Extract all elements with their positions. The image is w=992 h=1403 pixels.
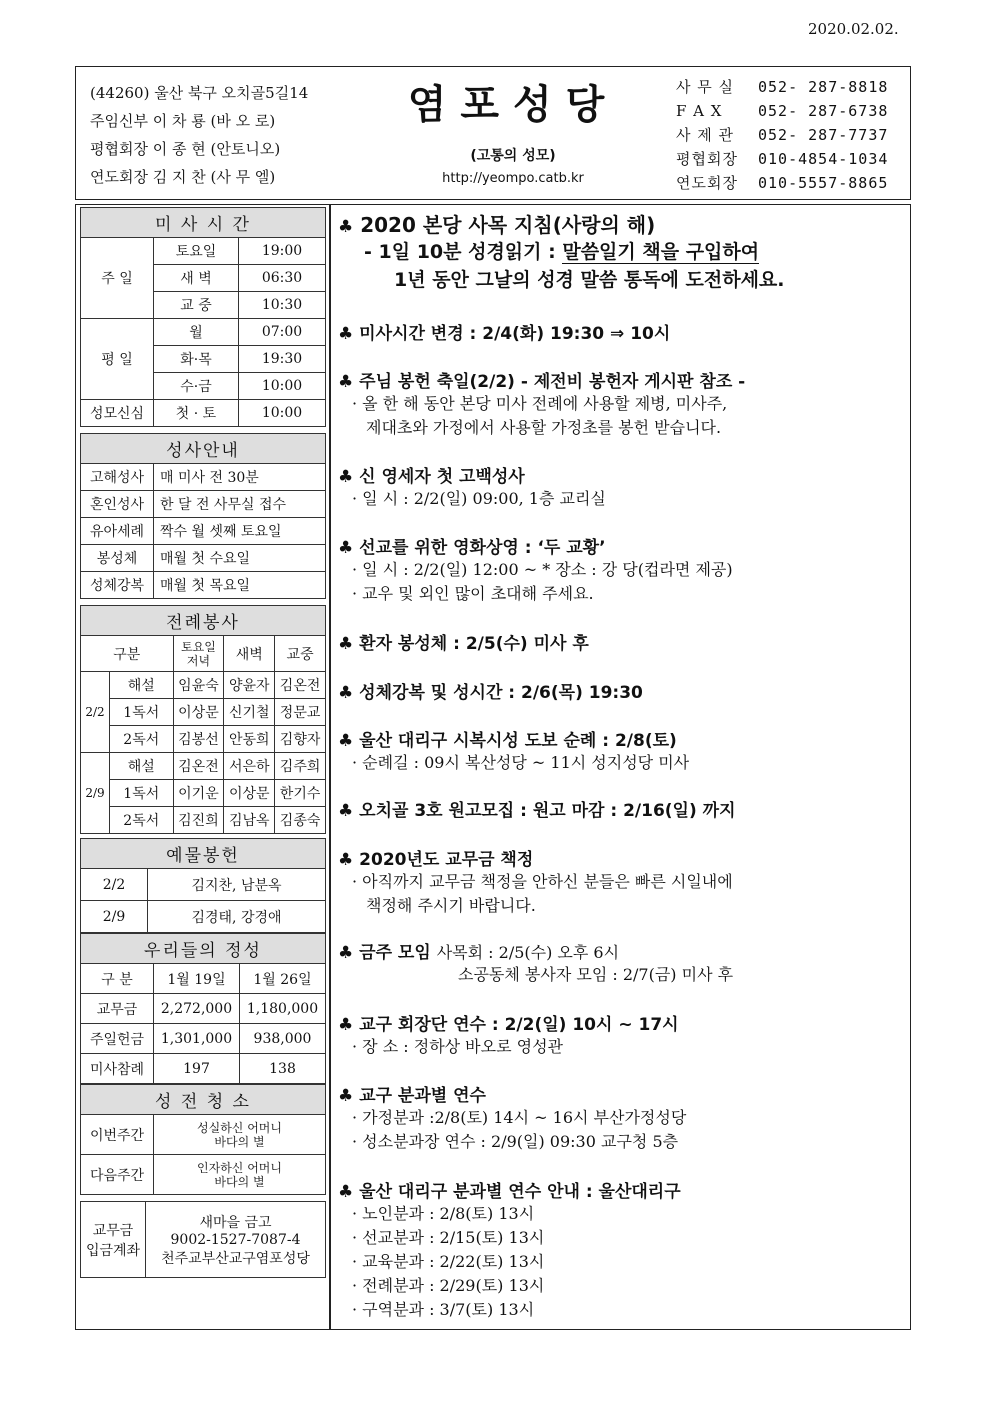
mass-time: 19:30	[239, 346, 326, 373]
liturgy-date: 2/2	[81, 672, 110, 753]
donation-amount: 938,000	[240, 1024, 326, 1054]
notice-item	[338, 796, 908, 821]
mass-time: 10:00	[239, 400, 326, 427]
mass-day: 토요일	[154, 238, 239, 265]
donation-header: 1월 19일	[154, 964, 240, 994]
liturgy-header: 새벽	[224, 636, 275, 672]
notice-heading	[338, 845, 908, 870]
cleaning-group-line: 바다의 별	[214, 1174, 265, 1189]
server: 김향자	[275, 726, 326, 753]
notice-heading	[338, 209, 908, 238]
bulletin-body	[75, 204, 911, 1330]
club-icon: ♣	[338, 372, 354, 392]
role: 1독서	[110, 699, 174, 726]
contact-value: 052- 287-6738	[758, 102, 889, 120]
notice-item	[338, 938, 908, 987]
donation-header: 1월 26일	[240, 964, 326, 994]
donation-amount: 197	[154, 1054, 240, 1084]
notice-line: 제대초와 가정에서 사용할 가정초를 봉헌 받습니다.	[366, 418, 722, 437]
account-bank: 새마을 금고	[199, 1214, 272, 1231]
donations-title: 우리들의 정성	[81, 934, 326, 964]
donation-amount: 1,180,000	[240, 994, 326, 1024]
notice-item	[338, 845, 908, 918]
contact-label: 사 제 관	[676, 126, 735, 144]
mass-time: 06:30	[239, 265, 326, 292]
account-holder: 천주교부산교구염포성당	[161, 1250, 310, 1267]
sacrament-name: 고해성사	[81, 464, 154, 491]
offering-date: 2/2	[81, 869, 148, 901]
notice-line: · 선교분과 : 2/15(토) 13시	[352, 1228, 545, 1247]
contact-row	[676, 75, 888, 99]
offering-names: 김경태, 강경애	[148, 901, 326, 933]
notice-heading	[338, 726, 908, 751]
donation-type: 교무금	[81, 994, 154, 1024]
mass-day: 새 벽	[154, 265, 239, 292]
donation-amount: 138	[240, 1054, 326, 1084]
address: (44260) 울산 북구 오치골5길14	[90, 84, 309, 102]
mass-day: 수·금	[154, 373, 239, 400]
server: 김봉선	[173, 726, 224, 753]
mass-day: 교 중	[154, 292, 239, 319]
parish-url[interactable]: http://yeompo.catb.kr	[442, 171, 584, 186]
notice-guide	[338, 209, 908, 294]
cleaning-group-line: 성실하신 어머니	[197, 1120, 282, 1135]
cleaning-title: 성 전 청 소	[81, 1085, 326, 1115]
offering-table	[80, 838, 326, 933]
notice-line: · 가정분과 :2/8(토) 14시 ~ 16시 부산가정성당	[352, 1108, 687, 1127]
column-divider	[329, 205, 331, 1329]
notice-title: 주님 봉헌 축일(2/2) - 제전비 봉헌자 게시판 참조 -	[359, 372, 746, 392]
contact-row	[676, 147, 888, 171]
sidebar	[80, 205, 326, 1278]
club-icon: ♣	[338, 850, 354, 870]
notice-item	[338, 678, 908, 703]
club-icon: ♣	[338, 217, 354, 237]
notice-heading	[338, 1010, 908, 1035]
notice-item	[338, 533, 908, 606]
offering-date: 2/9	[81, 901, 148, 933]
issue-date: 2020.02.02.	[808, 20, 899, 38]
club-icon: ♣	[338, 1182, 354, 1202]
notice-heading	[338, 367, 908, 392]
server: 신기철	[224, 699, 275, 726]
cleaning-group-line: 인자하신 어머니	[197, 1160, 282, 1175]
contact-label: 평협회장	[676, 150, 738, 168]
mass-day: 첫 · 토	[154, 400, 239, 427]
contact-row	[676, 99, 888, 123]
server: 김주희	[275, 753, 326, 780]
mass-time: 10:30	[239, 292, 326, 319]
council-president: 평협회장 이 종 현 (안토니오)	[90, 140, 281, 158]
role: 2독서	[110, 807, 174, 834]
server: 김온전	[173, 753, 224, 780]
notice-line: · 일 시 : 2/2(일) 12:00 ~ * 장소 : 강 당(컵라면 제공)	[352, 560, 733, 579]
parish-subtitle: (고통의 성모)	[470, 148, 556, 164]
meeting-line: 사목회 : 2/5(수) 오후 6시	[436, 943, 620, 962]
notice-heading	[338, 629, 908, 654]
notice-line: · 일 시 : 2/2(일) 09:00, 1층 교리실	[352, 489, 606, 508]
offering-title: 예물봉헌	[81, 839, 326, 869]
contact-row	[676, 123, 888, 147]
club-icon: ♣	[338, 467, 354, 487]
liturgy-date: 2/9	[81, 753, 110, 834]
club-icon: ♣	[338, 683, 354, 703]
notice-title: 2020 본당 사목 지침(사랑의 해)	[360, 213, 656, 237]
club-icon: ♣	[338, 634, 354, 654]
contact-value: 010-4854-1034	[758, 150, 889, 168]
contact-value: 052- 287-7737	[758, 126, 889, 144]
server: 이상문	[173, 699, 224, 726]
cleaning-group	[154, 1155, 326, 1195]
pastor: 주임신부 이 차 룡 (바 오 로)	[90, 112, 276, 130]
notice-heading	[338, 319, 908, 344]
notice-item	[338, 319, 908, 344]
sacrament-info: 매월 첫 수요일	[154, 545, 326, 572]
sacrament-info: 한 달 전 사무실 접수	[154, 491, 326, 518]
liturgy-title: 전례봉사	[81, 606, 326, 636]
notice-line: · 전례분과 : 2/29(토) 13시	[352, 1276, 545, 1295]
sacrament-name: 혼인성사	[81, 491, 154, 518]
weekday-label: 평 일	[81, 319, 154, 400]
notice-line: · 장 소 : 정하상 바오로 영성관	[352, 1037, 564, 1056]
notice-title: 금주 모임	[359, 943, 431, 963]
notice-item	[338, 629, 908, 654]
notice-title: 환자 봉성체 : 2/5(수) 미사 후	[359, 634, 589, 654]
donation-amount: 2,272,000	[154, 994, 240, 1024]
offering-names: 김지찬, 남분옥	[148, 869, 326, 901]
role: 해설	[110, 672, 174, 699]
role: 2독서	[110, 726, 174, 753]
liturgy-table	[80, 605, 326, 834]
account-table	[80, 1201, 326, 1278]
contact-row	[676, 171, 888, 195]
mass-day: 월	[154, 319, 239, 346]
notice-heading	[338, 796, 908, 821]
contact-label: F A X	[676, 102, 723, 120]
notice-title: 오치골 3호 원고모집 : 원고 마감 : 2/16(일) 까지	[359, 801, 736, 821]
server: 정문교	[275, 699, 326, 726]
prayer-president: 연도회장 김 지 찬 (사 무 엘)	[90, 168, 276, 186]
notice-heading	[338, 1081, 908, 1106]
sacraments-table	[80, 433, 326, 599]
server: 김남옥	[224, 807, 275, 834]
server: 이상문	[224, 780, 275, 807]
donation-amount: 1,301,000	[154, 1024, 240, 1054]
meeting-line: 소공동체 봉사자 모임 : 2/7(금) 미사 후	[458, 965, 734, 984]
notice-heading	[338, 462, 908, 487]
notice-title: 성체강복 및 성시간 : 2/6(목) 19:30	[359, 683, 643, 703]
club-icon: ♣	[338, 801, 354, 821]
notice-title: 울산 대리구 분과별 연수 안내 : 울산대리구	[359, 1182, 681, 1202]
role: 1독서	[110, 780, 174, 807]
sacraments-title: 성사안내	[81, 434, 326, 464]
notice-line: · 노인분과 : 2/8(토) 13시	[352, 1204, 535, 1223]
notice-title: 울산 대리구 시복시성 도보 순례 : 2/8(토)	[359, 731, 677, 751]
sunday-label: 주 일	[81, 238, 154, 319]
club-icon: ♣	[338, 538, 354, 558]
server: 임윤숙	[173, 672, 224, 699]
donation-type: 미사참례	[81, 1054, 154, 1084]
sacrament-info: 매 미사 전 30분	[154, 464, 326, 491]
contact-list	[676, 75, 888, 195]
notice-title: 신 영세자 첫 고백성사	[359, 467, 525, 487]
notice-heading	[338, 533, 908, 558]
devotion-label: 성모신심	[81, 400, 154, 427]
liturgy-header: 구분	[81, 636, 174, 672]
account-info	[146, 1202, 326, 1278]
contact-label: 연도회장	[676, 174, 738, 192]
account-label-line: 입금계좌	[85, 1242, 141, 1259]
cleaning-week: 이번주간	[81, 1115, 154, 1155]
server: 김종숙	[275, 807, 326, 834]
notice-title: 2020년도 교무금 책정	[359, 850, 534, 870]
cleaning-table	[80, 1084, 326, 1195]
sacrament-info: 짝수 월 셋째 토요일	[154, 518, 326, 545]
donation-header: 구 분	[81, 964, 154, 994]
account-label	[81, 1202, 146, 1278]
contact-value: 010-5557-8865	[758, 174, 889, 192]
liturgy-header: 토요일 저녁	[173, 636, 224, 672]
mass-time: 19:00	[239, 238, 326, 265]
donation-type: 주일헌금	[81, 1024, 154, 1054]
notice-heading	[338, 678, 908, 703]
liturgy-header: 교중	[275, 636, 326, 672]
server: 안동희	[224, 726, 275, 753]
cleaning-group-line: 바다의 별	[214, 1134, 265, 1149]
notice-line: 책정해 주시기 바랍니다.	[366, 896, 536, 915]
club-icon: ♣	[338, 1086, 354, 1106]
notice-title: 교구 회장단 연수 : 2/2(일) 10시 ~ 17시	[359, 1015, 679, 1035]
guide-line	[338, 238, 908, 266]
server: 양윤자	[224, 672, 275, 699]
club-icon: ♣	[338, 943, 354, 963]
mass-day: 화·목	[154, 346, 239, 373]
notice-item	[338, 367, 908, 440]
server: 서은하	[224, 753, 275, 780]
mass-time: 10:00	[239, 373, 326, 400]
role: 해설	[110, 753, 174, 780]
account-label-line: 교무금	[92, 1222, 134, 1239]
notice-heading	[338, 1177, 908, 1202]
notice-item	[338, 1010, 908, 1059]
cleaning-group	[154, 1115, 326, 1155]
server: 한기수	[275, 780, 326, 807]
server: 김진희	[173, 807, 224, 834]
sacrament-name: 성체강복	[81, 572, 154, 599]
mass-times-title: 미 사 시 간	[81, 208, 326, 238]
notice-title: 선교를 위한 영화상영 : ‘두 교황’	[359, 538, 606, 558]
bulletin-header	[75, 66, 911, 200]
parish-title: 염포성당	[407, 82, 619, 128]
cleaning-week: 다음주간	[81, 1155, 154, 1195]
notice-line: · 교우 및 외인 많이 초대해 주세요.	[352, 584, 594, 603]
sacrament-name: 유아세례	[81, 518, 154, 545]
contact-label: 사 무 실	[676, 78, 735, 96]
guide-text: - 1일 10분 성경읽기 :	[364, 241, 563, 263]
account-number: 9002-1527-7087-4	[170, 1231, 301, 1248]
notice-title: 미사시간 변경 : 2/4(화) 19:30 ⇒ 10시	[359, 324, 671, 344]
notice-item	[338, 726, 908, 775]
notice-item	[338, 462, 908, 511]
notice-line: · 교육분과 : 2/22(토) 13시	[352, 1252, 545, 1271]
notice-line: · 구역분과 : 3/7(토) 13시	[352, 1300, 535, 1319]
club-icon: ♣	[338, 1015, 354, 1035]
server: 이기운	[173, 780, 224, 807]
guide-underline: 말씀일기 책을 구입하여	[562, 241, 760, 263]
club-icon: ♣	[338, 731, 354, 751]
notice-line: · 성소분과장 연수 : 2/9(일) 09:30 교구청 5층	[352, 1132, 679, 1151]
contact-value: 052- 287-8818	[758, 78, 889, 96]
notice-item	[338, 1177, 908, 1322]
sacrament-name: 봉성체	[81, 545, 154, 572]
header-info	[90, 79, 308, 191]
club-icon: ♣	[338, 324, 354, 344]
notice-line: · 올 한 해 동안 본당 미사 전례에 사용할 제병, 미사주,	[352, 394, 728, 413]
mass-time: 07:00	[239, 319, 326, 346]
server: 김온전	[275, 672, 326, 699]
notice-title: 교구 분과별 연수	[359, 1086, 486, 1106]
notice-item	[338, 1081, 908, 1154]
guide-line: 1년 동안 그날의 성경 말씀 통독에 도전하세요.	[394, 269, 785, 291]
sacrament-info: 매월 첫 목요일	[154, 572, 326, 599]
notice-heading	[338, 938, 908, 963]
notice-line: · 아직까지 교무금 책정을 안하신 분들은 빠른 시일내에	[352, 872, 733, 891]
donations-table	[80, 933, 326, 1084]
notice-line: · 순례길 : 09시 복산성당 ~ 11시 성지성당 미사	[352, 753, 690, 772]
mass-times-table	[80, 207, 326, 427]
